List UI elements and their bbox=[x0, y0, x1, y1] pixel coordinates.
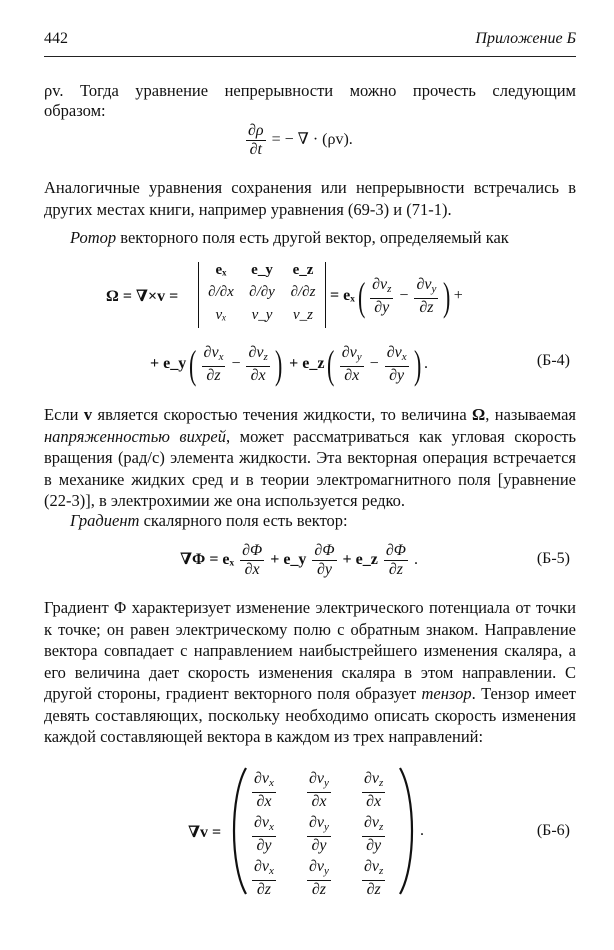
det-cell: v_y bbox=[251, 307, 273, 323]
matrix-cell: $\frac{\partial v_x}{\partial z}$ bbox=[254, 858, 274, 898]
det-cell: e_y bbox=[251, 262, 273, 278]
paragraph-5-text: скалярного поля есть вектор: bbox=[139, 511, 348, 530]
fraction bbox=[370, 276, 393, 317]
curl-rhs-line2: + e_y( $\frac{\partial v_x}{\partial z}$ − $\frac{\partial v_z}{\partial x}$ ) + e_z( $\frac{\partial v_y}{\partial x}$ − $\frac{\partial v_x}{\partial y}$ ) . bbox=[150, 341, 428, 387]
fraction bbox=[312, 542, 336, 579]
matrix-cell: $\frac{\partial v_z}{\partial z}$ bbox=[364, 858, 384, 898]
fraction-numerator: $\partial v_x$ bbox=[202, 344, 226, 367]
symbol-omega: Ω bbox=[472, 405, 486, 424]
paren-left: ( bbox=[189, 341, 197, 387]
fraction-denominator: ∂z bbox=[206, 367, 221, 384]
grad-plus-ez: + e_z bbox=[342, 551, 378, 569]
paragraph-5 bbox=[44, 510, 576, 532]
curl-rhs-line1: = eₓ( $\frac{\partial v_z}{\partial y}$ − $\frac{\partial v_y}{\partial z}$ ) + bbox=[330, 273, 463, 319]
term-vorticity: напряженностью вихрей bbox=[44, 426, 226, 446]
fraction-denominator: ∂z bbox=[419, 299, 434, 316]
text: , может рассматриваться как угловая скорость вращения (рад/с) элемента жидкости. Эта векторная операция встречается в механике жидких сред и в теории электромагнитного поля [уравнение (22-3)], в электрохимии же она используется редко. bbox=[44, 426, 577, 510]
fraction-numerator: ∂Φ bbox=[314, 542, 335, 559]
fraction bbox=[340, 344, 364, 385]
matrix-cell: $\frac{\partial v_z}{\partial x}$ bbox=[364, 770, 384, 810]
matrix-cell: $\frac{\partial v_y}{\partial z}$ bbox=[309, 858, 329, 898]
tensor-lhs: ∇v = bbox=[188, 824, 222, 841]
paren-right: ) bbox=[274, 341, 283, 387]
fraction-numerator: $\partial v_x$ bbox=[385, 344, 409, 367]
period: . bbox=[413, 551, 418, 569]
period: . bbox=[420, 822, 424, 839]
paragraph-4 bbox=[44, 404, 576, 512]
text: Градиент Φ характеризует изменение электрического потенциала от точки к точке; он равен электрическому полю с обратным знаком. Направление вектора совпадает с направлением наибыстрейшего изменения скаляра, а его величина дает скорость изменения скаляра в этом направлении. С другой стороны, градиент векторного поля образует bbox=[44, 598, 576, 703]
fraction-denominator: ∂x bbox=[344, 367, 360, 384]
matrix-left-bracket bbox=[228, 766, 250, 896]
paragraph-3 bbox=[44, 227, 576, 249]
fraction-numerator: $\partial v_z$ bbox=[246, 344, 269, 367]
symbol-v: v bbox=[83, 405, 93, 424]
fraction-numerator: $\partial v_z$ bbox=[370, 276, 393, 299]
det-cell: ∂/∂z bbox=[290, 284, 316, 300]
period: . bbox=[423, 355, 428, 373]
paren-left: ( bbox=[357, 273, 366, 319]
unit-ez: + e_z bbox=[289, 355, 325, 373]
fraction-denominator: ∂x bbox=[244, 561, 260, 578]
matrix-cell: $\frac{\partial v_x}{\partial x}$ bbox=[254, 770, 274, 810]
equation-number-b6: (Б-6) bbox=[536, 822, 570, 839]
fraction bbox=[202, 344, 226, 385]
page-number: 442 bbox=[44, 30, 68, 47]
curl-lhs: Ω = ∇×v = bbox=[106, 288, 179, 305]
unit-ey: + e_y bbox=[150, 355, 187, 373]
page-header bbox=[44, 30, 576, 52]
paren-right: ) bbox=[443, 273, 451, 319]
fraction-denominator: ∂y bbox=[374, 299, 390, 316]
fraction-numerator: $\partial v_y$ bbox=[340, 344, 364, 367]
fraction-numerator: ∂ρ bbox=[248, 122, 264, 139]
fraction bbox=[385, 344, 409, 385]
fraction-denominator: ∂x bbox=[250, 367, 266, 384]
text: . Тензор имеет девять составляющих, поскольку необходимо описать скорость изменения каждой составляющей вектора в каждом из трех направлений: bbox=[44, 684, 577, 746]
fraction-numerator: ∂Φ bbox=[242, 542, 263, 559]
unit-ex: = eₓ bbox=[330, 287, 355, 305]
term-tensor: тензор bbox=[421, 684, 472, 703]
paragraph-1-line2: образом: bbox=[44, 101, 106, 120]
curl-determinant bbox=[198, 262, 326, 328]
fraction bbox=[246, 344, 269, 385]
det-cell: ∂/∂y bbox=[249, 284, 275, 300]
grad-lhs: ∇Φ = eₓ bbox=[180, 551, 235, 569]
equation-number-b4: (Б-4) bbox=[536, 352, 570, 369]
running-title: Приложение Б bbox=[475, 30, 576, 47]
matrix-cell: $\frac{\partial v_y}{\partial x}$ bbox=[309, 770, 329, 810]
equation-rhs: = − ∇ · (ρv). bbox=[271, 131, 353, 149]
text: называемая bbox=[494, 405, 577, 424]
term-gradient: Градиент bbox=[70, 511, 140, 530]
text: Если bbox=[44, 405, 84, 424]
matrix-cell: $\frac{\partial v_z}{\partial y}$ bbox=[364, 814, 384, 854]
det-cell: eₓ bbox=[215, 262, 227, 278]
paren-left: ( bbox=[327, 341, 335, 387]
det-cell: e_z bbox=[292, 262, 314, 278]
det-cell: ∂/∂x bbox=[208, 284, 234, 300]
plus-sign: + bbox=[453, 287, 463, 305]
det-cell: v_z bbox=[293, 307, 313, 323]
text: является скоростью течения жидкости, то величина bbox=[92, 405, 473, 424]
equation-number-b5: (Б-5) bbox=[536, 550, 570, 567]
text: , bbox=[485, 405, 490, 424]
fraction bbox=[414, 276, 438, 317]
fraction-drho-dt bbox=[246, 122, 266, 159]
equation-gradient bbox=[180, 542, 418, 579]
header-rule bbox=[44, 56, 576, 57]
term-rotor: Ротор bbox=[70, 228, 117, 247]
paragraph-6 bbox=[44, 597, 576, 748]
matrix-cell: $\frac{\partial v_x}{\partial y}$ bbox=[254, 814, 274, 854]
fraction-numerator: $\partial v_y$ bbox=[414, 276, 438, 299]
fraction-denominator: ∂z bbox=[388, 561, 403, 578]
fraction-numerator: ∂Φ bbox=[385, 542, 406, 559]
matrix-right-bracket bbox=[396, 766, 418, 896]
paragraph-1-line1: ρv. Тогда уравнение непрерывности можно прочесть следующим bbox=[44, 81, 576, 100]
fraction-denominator: ∂t bbox=[249, 141, 262, 158]
grad-plus-ey: + e_y bbox=[270, 551, 307, 569]
paragraph-2: Аналогичные уравнения сохранения или непрерывности встречались в других местах книги, например уравнения (69-3) и (71-1). bbox=[44, 178, 576, 219]
matrix-cell: $\frac{\partial v_y}{\partial y}$ bbox=[309, 814, 329, 854]
det-cell: vₓ bbox=[215, 307, 227, 323]
fraction bbox=[240, 542, 264, 579]
fraction-denominator: ∂y bbox=[316, 561, 332, 578]
fraction bbox=[384, 542, 408, 579]
paragraph-3-text: векторного поля есть другой вектор, определяемый как bbox=[116, 228, 509, 247]
equation-continuity bbox=[244, 122, 353, 159]
fraction-denominator: ∂y bbox=[389, 367, 405, 384]
paren-right: ) bbox=[413, 341, 421, 387]
